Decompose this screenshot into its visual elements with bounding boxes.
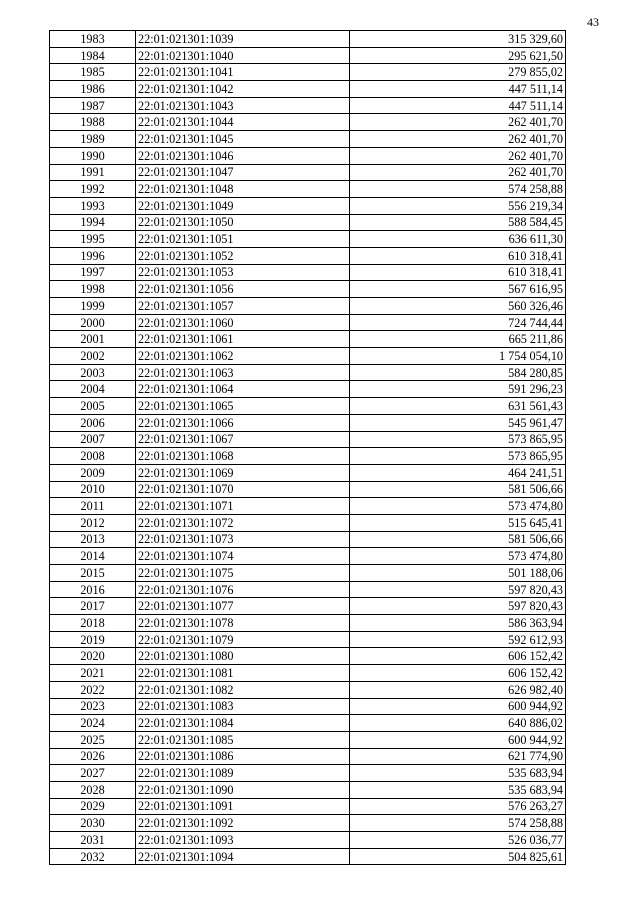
table-row [50,264,566,281]
row-number-cell: 2025 [50,731,136,748]
cadastral-number-cell: 22:01:021301:1049 [136,197,350,214]
table-row [50,197,566,214]
cadastral-value-cell: 600 944,92 [350,698,566,715]
table-body [50,31,566,865]
cadastral-number-cell: 22:01:021301:1077 [136,598,350,615]
table-row [50,832,566,849]
cadastral-number-cell: 22:01:021301:1050 [136,214,350,231]
row-number-cell: 2020 [50,648,136,665]
row-number-cell: 2022 [50,681,136,698]
cadastral-number-cell: 22:01:021301:1056 [136,281,350,298]
table-row [50,364,566,381]
cadastral-number-cell: 22:01:021301:1073 [136,531,350,548]
row-number-cell: 2028 [50,781,136,798]
cadastral-number-cell: 22:01:021301:1070 [136,481,350,498]
row-number-cell: 1983 [50,31,136,48]
row-number-cell: 2005 [50,398,136,415]
table-row [50,298,566,315]
cadastral-value-cell: 262 401,70 [350,131,566,148]
cadastral-number-cell: 22:01:021301:1057 [136,298,350,315]
cadastral-number-cell: 22:01:021301:1091 [136,798,350,815]
table-row [50,631,566,648]
table-row [50,598,566,615]
cadastral-value-cell: 501 188,06 [350,565,566,582]
cadastral-value-cell: 591 296,23 [350,381,566,398]
row-number-cell: 2023 [50,698,136,715]
cadastral-number-cell: 22:01:021301:1067 [136,431,350,448]
cadastral-number-cell: 22:01:021301:1068 [136,448,350,465]
row-number-cell: 1998 [50,281,136,298]
row-number-cell: 2000 [50,314,136,331]
table-row [50,164,566,181]
cadastral-value-cell: 573 474,80 [350,548,566,565]
row-number-cell: 1999 [50,298,136,315]
cadastral-number-cell: 22:01:021301:1065 [136,398,350,415]
cadastral-value-cell: 581 506,66 [350,531,566,548]
cadastral-value-cell: 584 280,85 [350,364,566,381]
row-number-cell: 2030 [50,815,136,832]
table-row [50,47,566,64]
cadastral-value-cell: 606 152,42 [350,665,566,682]
row-number-cell: 1990 [50,147,136,164]
row-number-cell: 2019 [50,631,136,648]
cadastral-number-cell: 22:01:021301:1094 [136,848,350,865]
cadastral-number-cell: 22:01:021301:1078 [136,615,350,632]
cadastral-value-cell: 560 326,46 [350,298,566,315]
table-row [50,97,566,114]
cadastral-value-cell: 295 621,50 [350,47,566,64]
row-number-cell: 2007 [50,431,136,448]
cadastral-value-cell: 526 036,77 [350,832,566,849]
cadastral-number-cell: 22:01:021301:1074 [136,548,350,565]
cadastral-number-cell: 22:01:021301:1051 [136,231,350,248]
row-number-cell: 1987 [50,97,136,114]
row-number-cell: 2017 [50,598,136,615]
table-row [50,464,566,481]
table-row [50,665,566,682]
cadastral-number-cell: 22:01:021301:1089 [136,765,350,782]
cadastral-value-cell: 504 825,61 [350,848,566,865]
table-row [50,247,566,264]
row-number-cell: 1985 [50,64,136,81]
row-number-cell: 1995 [50,231,136,248]
table-row [50,281,566,298]
cadastral-value-cell: 597 820,43 [350,598,566,615]
cadastral-value-cell: 464 241,51 [350,464,566,481]
table-row [50,348,566,365]
table-row [50,448,566,465]
page-number: 43 [587,15,599,29]
table-row [50,214,566,231]
cadastral-value-cell: 573 474,80 [350,498,566,515]
table-row [50,715,566,732]
table-row [50,498,566,515]
cadastral-value-cell: 567 616,95 [350,281,566,298]
row-number-cell: 1993 [50,197,136,214]
table-row [50,331,566,348]
cadastral-number-cell: 22:01:021301:1063 [136,364,350,381]
cadastral-number-cell: 22:01:021301:1085 [136,731,350,748]
table-row [50,147,566,164]
cadastral-number-cell: 22:01:021301:1048 [136,181,350,198]
table-row [50,581,566,598]
cadastral-value-cell: 606 152,42 [350,648,566,665]
cadastral-number-cell: 22:01:021301:1082 [136,681,350,698]
table-row [50,565,566,582]
table-row [50,748,566,765]
row-number-cell: 2011 [50,498,136,515]
table-row [50,514,566,531]
table-row [50,114,566,131]
cadastral-number-cell: 22:01:021301:1093 [136,832,350,849]
cadastral-number-cell: 22:01:021301:1076 [136,581,350,598]
cadastral-value-cell: 545 961,47 [350,414,566,431]
cadastral-number-cell: 22:01:021301:1081 [136,665,350,682]
cadastral-value-cell: 574 258,88 [350,181,566,198]
table-row [50,848,566,865]
cadastral-value-cell: 574 258,88 [350,815,566,832]
row-number-cell: 2009 [50,464,136,481]
row-number-cell: 2024 [50,715,136,732]
row-number-cell: 2012 [50,514,136,531]
cadastral-number-cell: 22:01:021301:1060 [136,314,350,331]
cadastral-number-cell: 22:01:021301:1052 [136,247,350,264]
table-row [50,314,566,331]
cadastral-number-cell: 22:01:021301:1040 [136,47,350,64]
table-row [50,815,566,832]
cadastral-value-table [49,30,566,865]
cadastral-number-cell: 22:01:021301:1053 [136,264,350,281]
cadastral-value-cell: 586 363,94 [350,615,566,632]
cadastral-value-cell: 535 683,94 [350,781,566,798]
cadastral-number-cell: 22:01:021301:1069 [136,464,350,481]
cadastral-value-cell: 556 219,34 [350,197,566,214]
cadastral-number-cell: 22:01:021301:1080 [136,648,350,665]
cadastral-number-cell: 22:01:021301:1044 [136,114,350,131]
cadastral-number-cell: 22:01:021301:1090 [136,781,350,798]
cadastral-number-cell: 22:01:021301:1084 [136,715,350,732]
row-number-cell: 2004 [50,381,136,398]
cadastral-value-cell: 581 506,66 [350,481,566,498]
row-number-cell: 1989 [50,131,136,148]
row-number-cell: 2016 [50,581,136,598]
cadastral-value-cell: 621 774,90 [350,748,566,765]
cadastral-value-cell: 573 865,95 [350,448,566,465]
cadastral-value-cell: 600 944,92 [350,731,566,748]
row-number-cell: 2029 [50,798,136,815]
row-number-cell: 1994 [50,214,136,231]
cadastral-value-cell: 636 611,30 [350,231,566,248]
cadastral-value-cell: 262 401,70 [350,114,566,131]
row-number-cell: 2010 [50,481,136,498]
row-number-cell: 1996 [50,247,136,264]
row-number-cell: 2015 [50,565,136,582]
table-row [50,64,566,81]
row-number-cell: 1988 [50,114,136,131]
cadastral-number-cell: 22:01:021301:1064 [136,381,350,398]
row-number-cell: 2026 [50,748,136,765]
row-number-cell: 1984 [50,47,136,64]
cadastral-number-cell: 22:01:021301:1083 [136,698,350,715]
cadastral-value-cell: 573 865,95 [350,431,566,448]
cadastral-number-cell: 22:01:021301:1042 [136,81,350,98]
table-row [50,131,566,148]
cadastral-value-cell: 447 511,14 [350,81,566,98]
cadastral-value-cell: 447 511,14 [350,97,566,114]
table-row [50,81,566,98]
row-number-cell: 2013 [50,531,136,548]
row-number-cell: 2032 [50,848,136,865]
row-number-cell: 2014 [50,548,136,565]
table-row [50,731,566,748]
cadastral-value-cell: 626 982,40 [350,681,566,698]
row-number-cell: 2027 [50,765,136,782]
cadastral-number-cell: 22:01:021301:1046 [136,147,350,164]
row-number-cell: 1997 [50,264,136,281]
cadastral-number-cell: 22:01:021301:1071 [136,498,350,515]
cadastral-value-cell: 515 645,41 [350,514,566,531]
cadastral-value-cell: 279 855,02 [350,64,566,81]
cadastral-value-cell: 631 561,43 [350,398,566,415]
row-number-cell: 2008 [50,448,136,465]
cadastral-number-cell: 22:01:021301:1075 [136,565,350,582]
cadastral-value-cell: 576 263,27 [350,798,566,815]
row-number-cell: 2021 [50,665,136,682]
cadastral-value-cell: 535 683,94 [350,765,566,782]
table-row [50,781,566,798]
table-row [50,181,566,198]
row-number-cell: 2001 [50,331,136,348]
table-row [50,681,566,698]
cadastral-value-cell: 262 401,70 [350,164,566,181]
table-row [50,414,566,431]
cadastral-number-cell: 22:01:021301:1041 [136,64,350,81]
table-row [50,481,566,498]
row-number-cell: 1986 [50,81,136,98]
row-number-cell: 1991 [50,164,136,181]
table-row [50,548,566,565]
table-row [50,615,566,632]
cadastral-value-cell: 262 401,70 [350,147,566,164]
table-row [50,31,566,48]
table-row [50,398,566,415]
cadastral-number-cell: 22:01:021301:1066 [136,414,350,431]
cadastral-number-cell: 22:01:021301:1062 [136,348,350,365]
cadastral-value-cell: 592 612,93 [350,631,566,648]
table-row [50,698,566,715]
cadastral-number-cell: 22:01:021301:1039 [136,31,350,48]
row-number-cell: 2031 [50,832,136,849]
row-number-cell: 2018 [50,615,136,632]
cadastral-value-cell: 588 584,45 [350,214,566,231]
table-row [50,648,566,665]
cadastral-number-cell: 22:01:021301:1047 [136,164,350,181]
row-number-cell: 2003 [50,364,136,381]
table-row [50,381,566,398]
table-row [50,798,566,815]
cadastral-value-cell: 724 744,44 [350,314,566,331]
cadastral-value-cell: 597 820,43 [350,581,566,598]
cadastral-number-cell: 22:01:021301:1092 [136,815,350,832]
cadastral-value-cell: 1 754 054,10 [350,348,566,365]
table-row [50,531,566,548]
cadastral-number-cell: 22:01:021301:1061 [136,331,350,348]
cadastral-number-cell: 22:01:021301:1045 [136,131,350,148]
cadastral-value-cell: 315 329,60 [350,31,566,48]
table-row [50,431,566,448]
cadastral-value-cell: 610 318,41 [350,264,566,281]
cadastral-number-cell: 22:01:021301:1043 [136,97,350,114]
cadastral-value-cell: 665 211,86 [350,331,566,348]
table-row [50,231,566,248]
row-number-cell: 2006 [50,414,136,431]
cadastral-value-cell: 640 886,02 [350,715,566,732]
cadastral-value-cell: 610 318,41 [350,247,566,264]
cadastral-number-cell: 22:01:021301:1079 [136,631,350,648]
row-number-cell: 2002 [50,348,136,365]
table-row [50,765,566,782]
row-number-cell: 1992 [50,181,136,198]
cadastral-number-cell: 22:01:021301:1086 [136,748,350,765]
cadastral-number-cell: 22:01:021301:1072 [136,514,350,531]
